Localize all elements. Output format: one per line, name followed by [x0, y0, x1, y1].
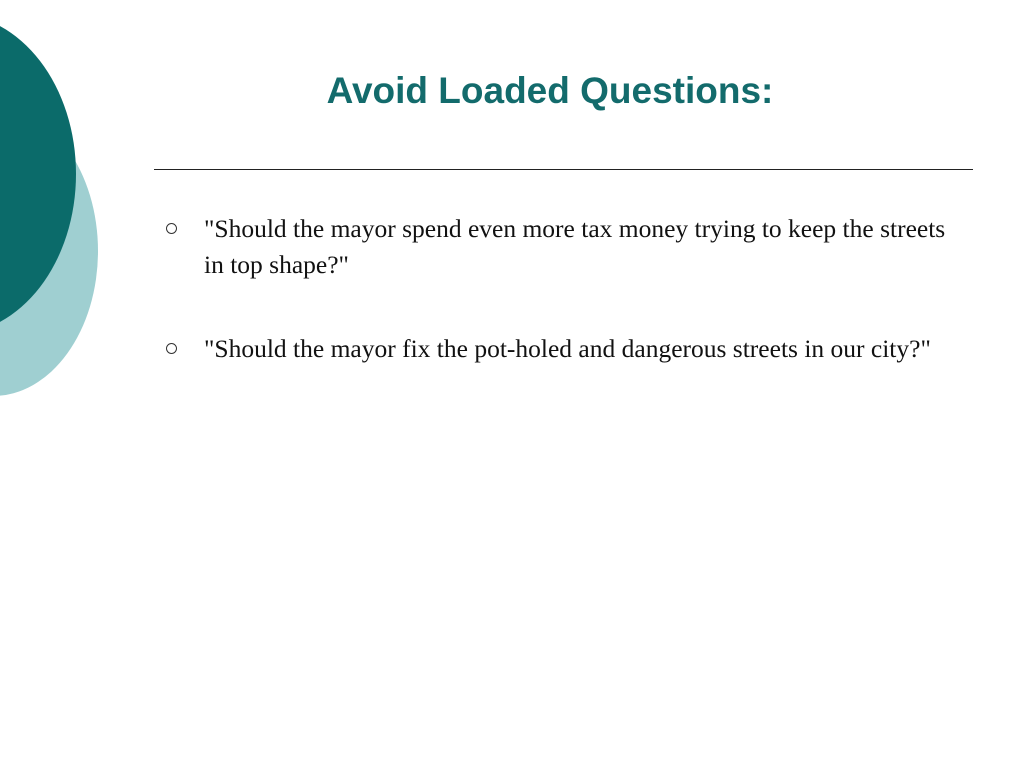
title-divider — [154, 169, 973, 170]
bullet-text: "Should the mayor spend even more tax money trying to keep the streets in top shape?" — [204, 214, 946, 279]
hollow-circle-bullet-icon — [166, 223, 177, 234]
list-item — [160, 331, 960, 367]
hollow-circle-bullet-icon — [166, 343, 177, 354]
bullet-text: "Should the mayor fix the pot-holed and dangerous streets in our city?" — [204, 334, 931, 363]
list-item — [160, 211, 960, 283]
slide-title: Avoid Loaded Questions: — [326, 70, 774, 111]
bullet-list — [160, 211, 960, 415]
